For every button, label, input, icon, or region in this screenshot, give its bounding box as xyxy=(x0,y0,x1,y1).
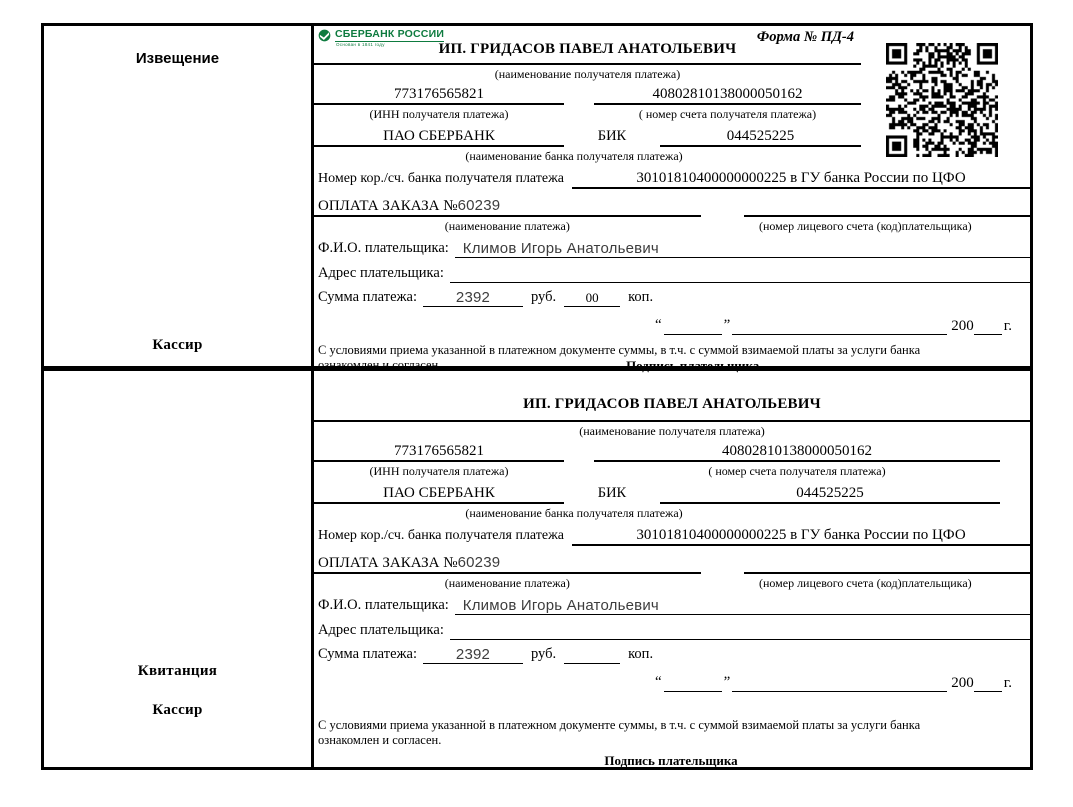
account-label: ( номер счета получателя платежа) xyxy=(638,107,817,121)
date-year-line xyxy=(974,674,1002,692)
date-year-prefix: 200 xyxy=(951,318,974,334)
payer-address-line xyxy=(450,264,1030,283)
receipt-left-cell xyxy=(44,371,314,767)
personal-account-line xyxy=(744,197,1030,217)
date-year-suffix: г. xyxy=(1003,675,1012,691)
sberbank-logo xyxy=(318,28,468,47)
date-year-prefix: 200 xyxy=(951,675,974,691)
date-month-line xyxy=(732,674,947,692)
payment-name-label: (наименование платежа) xyxy=(444,576,570,590)
kopeks-line xyxy=(564,647,620,664)
payer-signature-label: Подпись плательщика xyxy=(626,358,760,374)
account-value: 40802810138000050162 xyxy=(594,443,1000,462)
rub-label: руб. xyxy=(531,289,557,305)
agreement-line2: ознакомлен и согласен. xyxy=(318,358,442,373)
date-year-line xyxy=(974,317,1002,335)
date-year-suffix: г. xyxy=(1003,318,1012,334)
bank-name-label: (наименование банка получателя платежа) xyxy=(465,506,683,520)
form-number: Форма № ПД-4 xyxy=(756,29,854,45)
kop-label: коп. xyxy=(628,289,654,305)
personal-account-line xyxy=(744,554,1030,574)
sberbank-wordmark: СБЕРБАНК РОССИИ xyxy=(335,28,445,40)
recipient-name-label: (наименование получателя платежа) xyxy=(579,424,765,438)
recipient-name: ИП. ГРИДАСОВ ПАВЕЛ АНАТОЛЬЕВИЧ xyxy=(314,41,861,65)
agreement-line2: ознакомлен и согласен. xyxy=(318,733,442,748)
kop-label: коп. xyxy=(628,646,654,662)
date-close-quote: ” xyxy=(723,674,731,690)
payer-fio-value: Климов Игорь Анатольевич xyxy=(455,597,1030,615)
inn-value: 773176565821 xyxy=(314,86,564,105)
corr-account-value: 30101810400000000225 в ГУ банка России по ЦФО xyxy=(572,527,1030,546)
rub-label: руб. xyxy=(531,646,557,662)
payment-sum-label: Сумма платежа: xyxy=(318,289,417,305)
inn-value: 773176565821 xyxy=(314,443,564,462)
notice-section xyxy=(41,23,1033,374)
payer-fio-label: Ф.И.О. плательщика: xyxy=(318,240,449,256)
bank-name-value: ПАО СБЕРБАНК xyxy=(314,128,564,147)
bik-value: 044525225 xyxy=(660,128,861,147)
notice-left-cell xyxy=(44,26,314,366)
agreement-text xyxy=(314,343,1030,374)
date-open-quote: “ xyxy=(654,674,662,690)
recipient-name-label: (наименование получателя платежа) xyxy=(494,67,681,81)
recipient-name: ИП. ГРИДАСОВ ПАВЕЛ АНАТОЛЬЕВИЧ xyxy=(314,396,1030,422)
payment-sum-label: Сумма платежа: xyxy=(318,646,417,662)
kopeks-value: 00 xyxy=(564,290,620,307)
agreement-text xyxy=(314,718,1030,768)
cashier-label: Кассир xyxy=(152,702,203,718)
date-day-line xyxy=(664,317,722,335)
inn-label: (ИНН получателя платежа) xyxy=(369,464,509,478)
payment-sum-value: 2392 xyxy=(423,646,523,664)
personal-account-label: (номер лицевого счета (код)плательщика) xyxy=(758,576,972,590)
bik-label: БИК xyxy=(597,128,627,144)
corr-account-label: Номер кор./сч. банка получателя платежа xyxy=(318,171,564,186)
bik-label: БИК xyxy=(597,485,627,501)
order-number: 60239 xyxy=(457,197,501,214)
payer-fio-value: Климов Игорь Анатольевич xyxy=(455,240,1030,258)
order-number: 60239 xyxy=(457,554,501,571)
payer-signature-label: Подпись плательщика xyxy=(604,752,738,768)
account-value: 40802810138000050162 xyxy=(594,86,861,105)
payer-address-line xyxy=(450,621,1030,640)
agreement-line1: С условиями приема указанной в платежном документе суммы, в т.ч. с суммой взимаемой платы за услуги банка xyxy=(318,718,921,732)
account-label: ( номер счета получателя платежа) xyxy=(708,464,886,478)
payer-fio-label: Ф.И.О. плательщика: xyxy=(318,597,449,613)
payer-address-label: Адрес плательщика: xyxy=(318,265,444,281)
bik-value: 044525225 xyxy=(660,485,1000,504)
qr-code xyxy=(886,43,998,157)
payer-address-label: Адрес плательщика: xyxy=(318,622,444,638)
date-month-line xyxy=(732,317,947,335)
bank-name-value: ПАО СБЕРБАНК xyxy=(314,485,564,504)
date-day-line xyxy=(664,674,722,692)
inn-label: (ИНН получателя платежа) xyxy=(369,107,509,121)
payment-name-prefix: ОПЛАТА ЗАКАЗА № xyxy=(318,198,458,214)
payment-sum-value: 2392 xyxy=(423,289,523,307)
agreement-line1: С условиями приема указанной в платежном документе суммы, в т.ч. с суммой взимаемой платы за услуги банка xyxy=(318,343,921,357)
bank-name-label: (наименование банка получателя платежа) xyxy=(465,149,683,163)
corr-account-value: 30101810400000000225 в ГУ банка России по ЦФО xyxy=(572,170,1030,189)
corr-account-label: Номер кор./сч. банка получателя платежа xyxy=(318,528,564,543)
date-open-quote: “ xyxy=(654,317,662,333)
receipt-body xyxy=(314,371,1030,767)
sberbank-circle-icon xyxy=(318,29,331,42)
cashier-label: Кассир xyxy=(152,337,203,353)
personal-account-label: (номер лицевого счета (код)плательщика) xyxy=(758,219,972,233)
payment-name-label: (наименование платежа) xyxy=(444,219,570,233)
notice-body xyxy=(314,26,1030,374)
payment-form-pd4 xyxy=(41,23,1033,770)
receipt-section xyxy=(41,371,1033,770)
receipt-title: Квитанция xyxy=(137,663,218,679)
notice-title: Извещение xyxy=(135,50,220,67)
sberbank-tagline: Основан в 1841 году xyxy=(336,42,385,47)
date-close-quote: ” xyxy=(723,317,731,333)
payment-name-prefix: ОПЛАТА ЗАКАЗА № xyxy=(318,555,458,571)
